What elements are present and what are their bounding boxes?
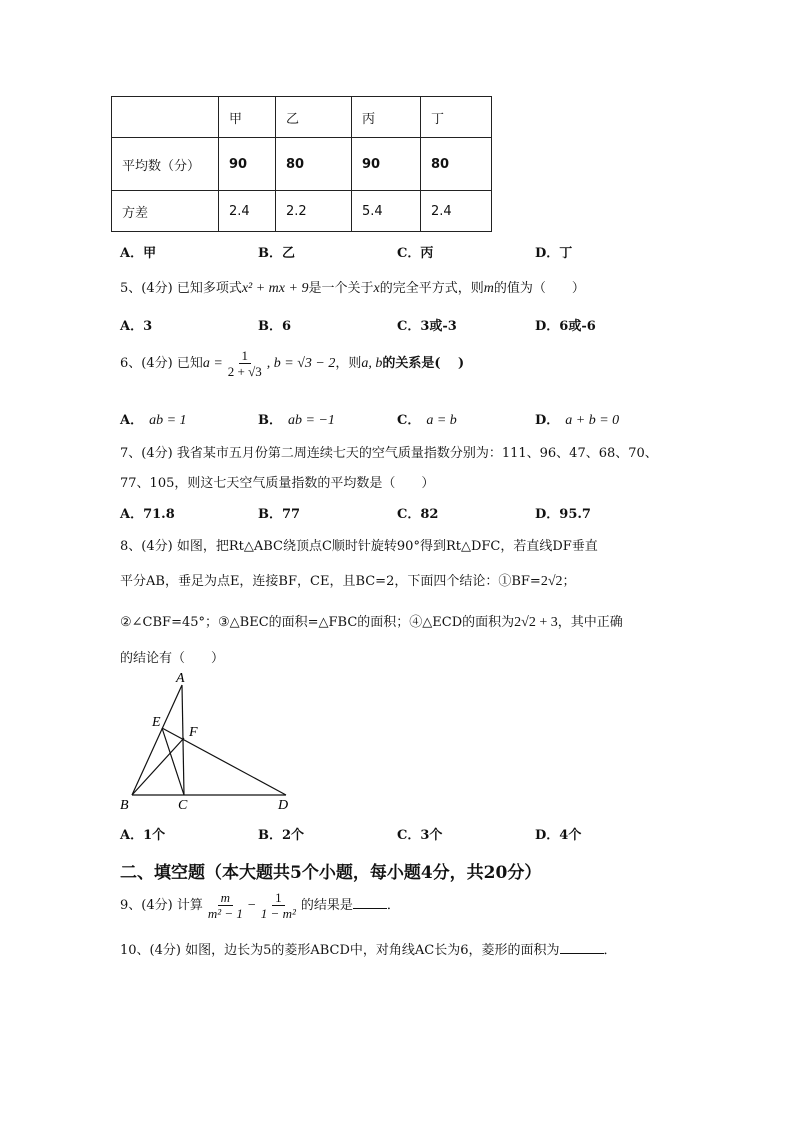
- q5-option-b: B．6: [258, 319, 292, 334]
- q8-option-a: A．1个: [120, 828, 166, 843]
- table-header-cell: 甲: [219, 97, 276, 138]
- q6-suffix1: ，则: [335, 356, 362, 371]
- q8-option-b: B．2个: [258, 828, 305, 843]
- q6-a-lhs: a =: [202, 356, 223, 371]
- table-header-row: [112, 97, 492, 138]
- q5-stem: [120, 277, 585, 297]
- q4-option-a: A．甲: [120, 246, 157, 261]
- q6-option-b-math: ab = −1: [288, 413, 335, 428]
- q8-line2-text: 平分AB，垂足为点E，连接BF，CE，且BC=2，下面四个结论：①BF=: [120, 574, 541, 589]
- q8-line3: [120, 611, 623, 631]
- q6-b-part: , b = √3 − 2: [266, 356, 336, 371]
- q6-option-a: [120, 409, 187, 429]
- segment-bf: [132, 738, 184, 795]
- table-cell: 2.4: [421, 191, 492, 232]
- q6-option-c-math: a = b: [426, 413, 457, 428]
- q9-f1-den: m² − 1: [207, 906, 243, 921]
- table-cell: 90: [219, 138, 276, 191]
- table-cell: 80: [276, 138, 352, 191]
- q9-suffix: 的结果是: [300, 898, 353, 913]
- table-cell: 平均数（分）: [112, 138, 219, 191]
- q6-suffix2: 的关系是( ): [382, 356, 465, 371]
- label-a: A: [176, 671, 185, 686]
- q5-option-d: D．6或-6: [535, 319, 596, 334]
- q6-option-c-label: C．: [397, 413, 421, 428]
- q7-line2: 77、105，则这七天空气质量指数的平均数是（ ）: [120, 476, 435, 491]
- q8-line3-math: 2√2 + 3: [514, 615, 558, 630]
- q4-option-d: D．丁: [535, 246, 573, 261]
- q8-line2-math: 2√2: [540, 574, 563, 589]
- q7-option-a: A．71.8: [120, 507, 175, 522]
- section-title: 二、填空题（本大题共5个小题，每小题4分，共20分）: [120, 863, 542, 883]
- q5-option-c: C．3或-3: [397, 319, 457, 334]
- q10-text: 10、(4分) 如图，边长为5的菱形ABCD中，对角线AC长为6，菱形的面积为: [120, 943, 560, 958]
- q9-fraction-1: [205, 890, 246, 921]
- q6-option-c: [397, 409, 457, 429]
- q9-end: ．: [386, 898, 400, 913]
- q5-poly: x² + mx + 9: [241, 281, 309, 296]
- q7-option-d: D．95.7: [535, 507, 591, 522]
- q8-line2-end: ；: [562, 574, 576, 589]
- q6-frac-num: 1: [239, 348, 252, 364]
- q4-option-b: B．乙: [258, 246, 295, 261]
- q6-option-b-label: B．: [258, 413, 282, 428]
- q9-stem: [120, 890, 400, 921]
- q9-prefix: 9、(4分) 计算: [120, 898, 203, 913]
- q10-stem: [120, 939, 617, 958]
- score-table: [111, 96, 492, 232]
- q9-f2-den: 1 − m²: [260, 906, 296, 921]
- segment-ba: [132, 685, 182, 795]
- q10-end: ．: [603, 943, 617, 958]
- table-cell: 2.4: [219, 191, 276, 232]
- q5-mid: 是一个关于: [308, 281, 374, 296]
- table-header-cell: 乙: [276, 97, 352, 138]
- table-header-cell: 丙: [352, 97, 421, 138]
- table-row: [112, 191, 492, 232]
- q9-minus: −: [247, 898, 256, 913]
- q6-fraction: [225, 348, 265, 379]
- q6-option-a-label: A．: [120, 413, 144, 428]
- q9-answer-blank[interactable]: [353, 896, 387, 909]
- q8-option-d: D．4个: [535, 828, 582, 843]
- q6-option-d-math: a + b = 0: [565, 413, 620, 428]
- q10-answer-blank[interactable]: [560, 941, 604, 954]
- label-e: E: [152, 715, 161, 730]
- triangle-figure: [110, 670, 310, 815]
- table-cell: 5.4: [352, 191, 421, 232]
- q5-mid2: 的完全平方式，则: [379, 281, 484, 296]
- q4-option-c: C．丙: [397, 246, 434, 261]
- q8-line3-end: ，其中正确: [557, 615, 623, 630]
- table-cell: 90: [352, 138, 421, 191]
- q6-ab: a, b: [361, 356, 383, 371]
- q8-option-c: C．3个: [397, 828, 443, 843]
- q7-option-b: B．77: [258, 507, 301, 522]
- q8-line1: 8、(4分) 如图，把Rt△ABC绕顶点C顺时针旋转90°得到Rt△DFC，若直线DF垂直: [120, 539, 598, 554]
- label-f: F: [189, 725, 198, 740]
- q6-prefix: 6、(4分) 已知: [120, 356, 203, 371]
- q7-line1: 7、(4分) 我省某市五月份第二周连续七天的空气质量指数分别为：111、96、47、68、70、: [120, 446, 658, 461]
- q9-f2-num: 1: [272, 890, 285, 906]
- table-cell: 方差: [112, 191, 219, 232]
- table-cell: 2.2: [276, 191, 352, 232]
- q7-option-c: C．82: [397, 507, 439, 522]
- q5-option-a: A．3: [120, 319, 153, 334]
- q6-frac-den: 2 + √3: [227, 364, 262, 379]
- table-header-cell: [112, 97, 219, 138]
- q8-line4: 的结论有（ ）: [120, 651, 225, 666]
- table-header-cell: 丁: [421, 97, 492, 138]
- q5-var: x: [373, 281, 380, 296]
- q8-line2: [120, 570, 576, 590]
- q5-var2: m: [483, 281, 494, 296]
- label-c: C: [178, 798, 188, 813]
- q6-stem: [120, 348, 464, 379]
- label-d: D: [278, 798, 289, 813]
- q6-option-d: [535, 409, 619, 429]
- q9-f1-num: m: [218, 890, 233, 906]
- q8-line3-text: ②∠CBF=45°；③△BEC的面积=△FBC的面积；④△ECD的面积为: [120, 615, 515, 630]
- label-b: B: [120, 798, 129, 813]
- q9-fraction-2: [258, 890, 299, 921]
- q5-suffix: 的值为（ ）: [493, 281, 585, 296]
- q6-option-d-label: D．: [535, 413, 560, 428]
- q6-option-b: [258, 409, 335, 429]
- q5-prefix: 5、(4分) 已知多项式: [120, 281, 242, 296]
- table-row: [112, 138, 492, 191]
- table-cell: 80: [421, 138, 492, 191]
- q6-option-a-math: ab = 1: [149, 413, 187, 428]
